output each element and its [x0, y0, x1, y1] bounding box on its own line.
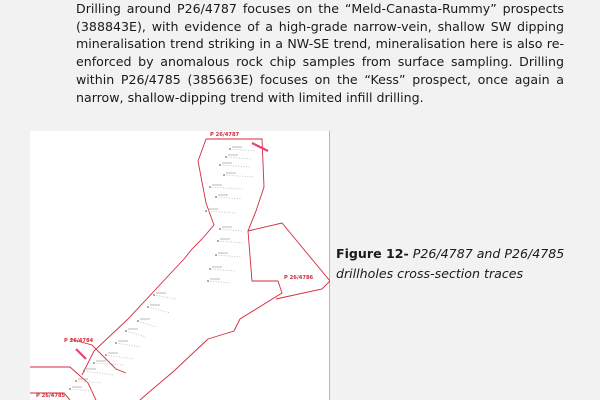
paragraph-line: from surface sampling. Drilling within P26/4785 (385663E) focuses on	[76, 54, 564, 87]
body-paragraph	[76, 0, 564, 106]
trace-p4787	[252, 143, 268, 151]
drillhole-traces	[70, 149, 256, 391]
boundary-p4787	[206, 139, 282, 339]
tenement-map	[30, 131, 330, 400]
paragraph-line: prospects (388843E), with evidence of a high-grade narrow-vein,	[76, 1, 564, 34]
paragraph-line: mineralisation here is also re-enforced by anomalous rock chip samples	[76, 36, 564, 70]
boundary-p4787-left	[184, 139, 214, 259]
tenement-boundaries	[30, 131, 330, 400]
paragraph-line: the “Kess” prospect, once again a narrow, shallow-dipping trend with	[76, 71, 564, 105]
drillhole-collars	[69, 148, 231, 390]
tenement-label-p4784: P 26/4784	[64, 338, 94, 344]
cross-section-traces	[76, 143, 268, 359]
boundary-p4786	[248, 223, 330, 299]
boundary-main-corridor-east	[82, 259, 184, 375]
figure-caption	[336, 244, 576, 284]
tenement-label-p4787: P 26/4787	[210, 132, 240, 138]
trace-p4785	[76, 349, 86, 359]
paragraph-line: limited infill drilling.	[298, 89, 424, 105]
caption-text: P26/4787 and P26/4785 drillholes cross-section traces	[336, 246, 565, 281]
tenement-label-p4785: P 26/4785	[36, 393, 66, 399]
caption-label: Figure 12-	[336, 246, 409, 261]
boundary-p4784	[70, 339, 126, 373]
boundary-main-corridor-west	[140, 339, 208, 400]
drillhole-map-figure	[30, 131, 330, 400]
paragraph-line: Drilling around P26/4787 focuses on the “Meld-Canasta-Rummy”	[76, 1, 503, 16]
tenement-label-p4786: P 26/4786	[284, 275, 314, 281]
paragraph-line: shallow SW dipping mineralisation trend striking in a NW-SE trend,	[76, 18, 564, 52]
